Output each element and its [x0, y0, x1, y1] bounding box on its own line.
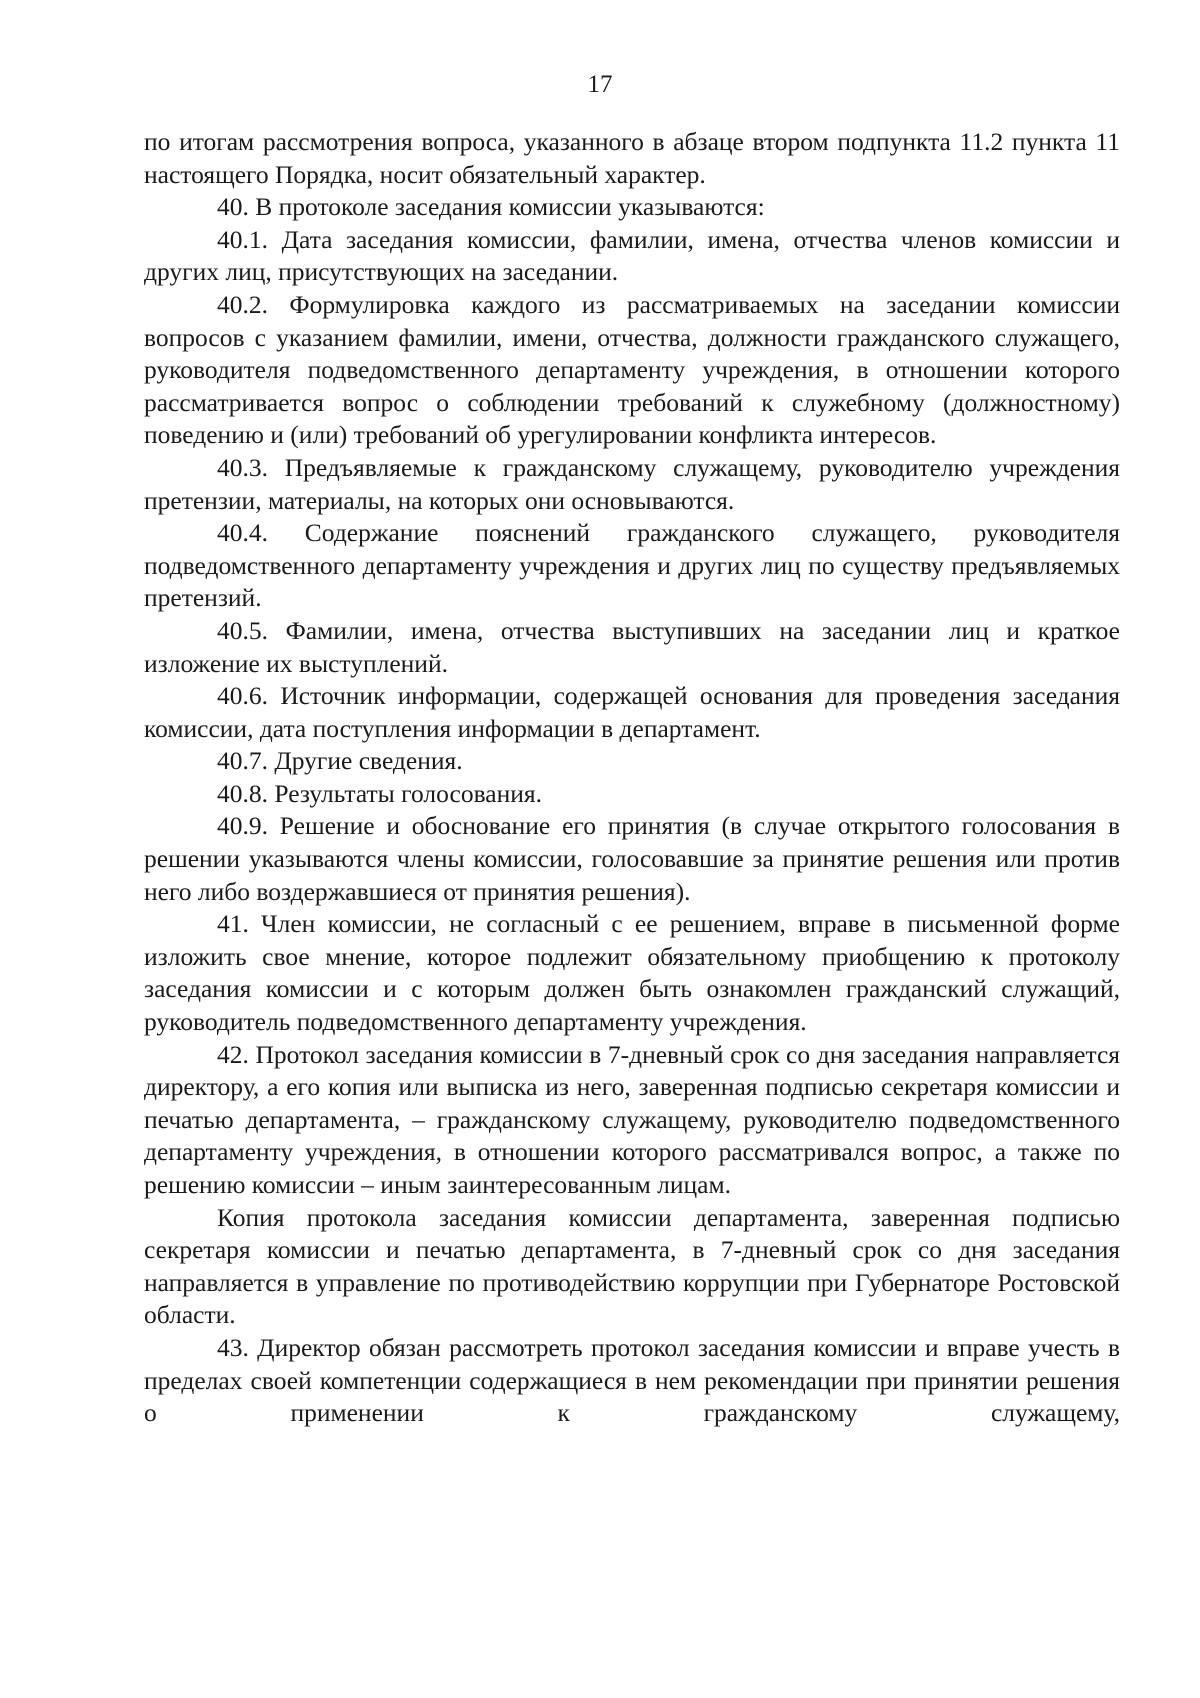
paragraph-40-4: 40.4. Содержание пояснений гражданского служащего, руководителя подведомственного департаменту учреждения и других лиц по существу предъявляемых претензий.	[144, 518, 1120, 613]
paragraph-42-copy: Копия протокола заседания комиссии департамента, заверенная подписью секретаря комиссии и печатью департамента, в 7-дневный срок со дня заседания направляется в управление по противодействию коррупции при Губернаторе Ростовской области.	[144, 1202, 1120, 1330]
paragraph-40: 40. В протоколе заседания комиссии указываются:	[217, 192, 765, 222]
paragraph-43: 43. Директор обязан рассмотреть протокол заседания комиссии и вправе учесть в пределах своей компетенции содержащиеся в нем рекомендации при принятии решения о применении к гражданскому служащему,	[144, 1332, 1120, 1428]
paragraph-41: 41. Член комиссии, не согласный с ее решением, вправе в письменной форме изложить свое мнение, которое подлежит обязательному приобщению к протоколу заседания комиссии и с которым должен быть ознакомлен гражданский служащий, руководитель подведомственного департаменту учреждения.	[144, 909, 1120, 1037]
paragraph-40-3: 40.3. Предъявляемые к гражданскому служащему, руководителю учреждения претензии, материалы, на которых они основываются.	[144, 452, 1120, 515]
paragraph-continuation: по итогам рассмотрения вопроса, указанного в абзаце втором подпункта 11.2 пункта 11 настоящего Порядка, носит обязательный характер.	[144, 127, 1120, 189]
paragraph-40-6: 40.6. Источник информации, содержащей основания для проведения заседания комиссии, дата поступления информации в департамент.	[144, 681, 1120, 743]
paragraph-42: 42. Протокол заседания комиссии в 7-дневный срок со дня заседания направляется директору, а его копия или выписка из него, заверенная подписью секретаря комиссии и печатью департамента, – гражданскому служащему, руководителю подведомственного департаменту учреждения, в отношении которого рассматривался вопрос, а также по решению комиссии – иным заинтересованным лицам.	[144, 1039, 1120, 1199]
paragraph-40-7: 40.7. Другие сведения.	[217, 746, 463, 776]
page-number: 17	[587, 71, 613, 98]
paragraph-40-8: 40.8. Результаты голосования.	[217, 778, 543, 808]
paragraph-40-5: 40.5. Фамилии, имена, отчества выступивших на заседании лиц и краткое изложение их выступлений.	[144, 615, 1120, 678]
document-body	[144, 126, 1120, 1430]
paragraph-40-1: 40.1. Дата заседания комиссии, фамилии, имена, отчества членов комиссии и других лиц, присутствующих на заседании.	[144, 224, 1120, 287]
paragraph-40-2: 40.2. Формулировка каждого из рассматриваемых на заседании комиссии вопросов с указанием фамилии, имени, отчества, должности гражданского служащего, руководителя подведомственного департаменту учреждения, в отношении которого рассматривается вопрос о соблюдении требований к служебному (должностному) поведению и (или) требований об урегулировании конфликта интересов.	[144, 289, 1120, 450]
paragraph-40-9: 40.9. Решение и обоснование его принятия (в случае открытого голосования в решении указываются члены комиссии, голосовавшие за принятие решения или против него либо воздержавшиеся от принятия решения).	[144, 811, 1120, 906]
